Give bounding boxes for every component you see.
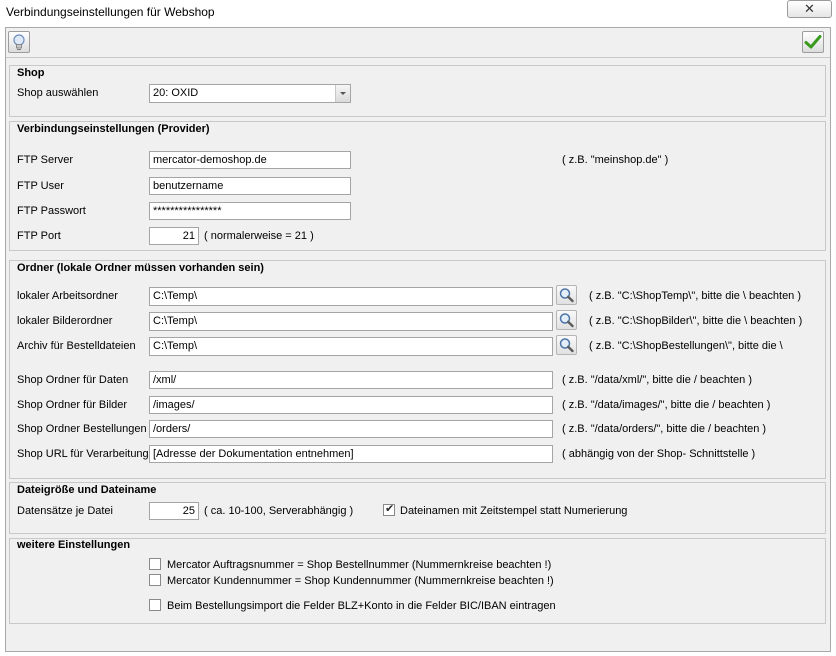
close-button[interactable] xyxy=(787,0,832,18)
archive-folder-browse-button[interactable] xyxy=(556,335,577,355)
archive-folder-input[interactable]: C:\Temp\ xyxy=(149,337,553,356)
records-input[interactable]: 25 xyxy=(149,502,199,520)
timestamp-checkbox[interactable] xyxy=(383,504,395,516)
shop-url-input[interactable]: [Adresse der Dokumentation entnehmen] xyxy=(149,445,553,463)
shop-url-label: Shop URL für Verarbeitung xyxy=(17,448,149,460)
customer-number-checkbox[interactable] xyxy=(149,574,161,586)
images-folder-input[interactable]: C:\Temp\ xyxy=(149,312,553,331)
shop-data-folder-input[interactable]: /xml/ xyxy=(149,371,553,389)
records-hint: ( ca. 10-100, Serverabhängig ) xyxy=(204,505,354,517)
shop-orders-folder-label: Shop Ordner Bestellungen xyxy=(17,423,147,435)
shop-url-hint: ( abhängig von der Shop- Schnittstelle ) xyxy=(562,448,756,460)
ftp-server-input[interactable]: mercator-demoshop.de xyxy=(149,151,351,169)
records-label: Datensätze je Datei xyxy=(17,505,113,517)
search-icon xyxy=(557,336,576,354)
ftp-user-input[interactable]: benutzername xyxy=(149,177,351,195)
shop-orders-folder-input[interactable]: /orders/ xyxy=(149,420,553,438)
order-number-label: Mercator Auftragsnummer = Shop Bestellnummer (Nummernkreise beachten !) xyxy=(167,559,552,571)
shop-images-folder-label: Shop Ordner für Bilder xyxy=(17,399,128,411)
blz-label: Beim Bestellungsimport die Felder BLZ+Konto in die Felder BIC/IBAN eintragen xyxy=(167,600,556,612)
shop-data-folder-hint: ( z.B. "/data/xml/", bitte die / beachten ) xyxy=(562,374,753,386)
lightbulb-icon xyxy=(9,32,29,52)
search-icon xyxy=(557,286,576,304)
provider-group-title: Verbindungseinstellungen (Provider) xyxy=(17,123,210,135)
ftp-server-label: FTP Server xyxy=(17,154,74,166)
customer-number-label: Mercator Kundennummer = Shop Kundennummer (Nummernkreise beachten !) xyxy=(167,575,554,587)
more-group-title: weitere Einstellungen xyxy=(17,539,131,551)
checkmark-icon xyxy=(803,32,823,52)
shop-select-value: 20: OXID xyxy=(153,87,199,99)
ftp-port-hint: ( normalerweise = 21 ) xyxy=(204,230,314,242)
close-icon: ✕ xyxy=(804,1,815,16)
shop-group-title: Shop xyxy=(17,67,45,79)
ftp-port-label: FTP Port xyxy=(17,230,61,242)
work-folder-hint: ( z.B. "C:\ShopTemp\", bitte die \ beachten ) xyxy=(589,290,802,302)
order-number-checkbox[interactable] xyxy=(149,558,161,570)
shop-group xyxy=(9,65,826,117)
timestamp-label: Dateinamen mit Zeitstempel statt Numerierung xyxy=(400,505,628,517)
shop-orders-folder-hint: ( z.B. "/data/orders/", bitte die / beachten ) xyxy=(562,423,767,435)
shop-images-folder-hint: ( z.B. "/data/images/", bitte die / beachten ) xyxy=(562,399,771,411)
folders-group-title: Ordner (lokale Ordner müssen vorhanden sein) xyxy=(17,262,264,274)
ftp-password-label: FTP Passwort xyxy=(17,205,86,217)
work-folder-browse-button[interactable] xyxy=(556,285,577,305)
chevron-down-icon[interactable] xyxy=(335,85,350,102)
check-icon: ✔ xyxy=(385,503,395,515)
hint-button[interactable] xyxy=(8,31,30,53)
blz-checkbox[interactable] xyxy=(149,599,161,611)
ftp-server-hint: ( z.B. "meinshop.de" ) xyxy=(562,154,669,166)
window-title: Verbindungseinstellungen für Webshop xyxy=(6,5,215,19)
shop-data-folder-label: Shop Ordner für Daten xyxy=(17,374,129,386)
ok-button[interactable] xyxy=(802,31,824,53)
shop-select[interactable] xyxy=(149,84,351,103)
ftp-port-input[interactable]: 21 xyxy=(149,227,199,245)
shop-select-label: Shop auswählen xyxy=(17,87,99,99)
archive-folder-label: Archiv für Bestelldateien xyxy=(17,340,136,352)
provider-group xyxy=(9,121,826,251)
search-icon xyxy=(557,311,576,329)
work-folder-label: lokaler Arbeitsordner xyxy=(17,290,118,302)
images-folder-hint: ( z.B. "C:\ShopBilder\", bitte die \ beachten ) xyxy=(589,315,803,327)
ftp-user-label: FTP User xyxy=(17,180,64,192)
shop-images-folder-input[interactable]: /images/ xyxy=(149,396,553,414)
images-folder-browse-button[interactable] xyxy=(556,310,577,330)
filesize-group-title: Dateigröße und Dateiname xyxy=(17,484,157,496)
images-folder-label: lokaler Bilderordner xyxy=(17,315,113,327)
toolbar xyxy=(6,28,830,58)
work-folder-input[interactable]: C:\Temp\ xyxy=(149,287,553,306)
archive-folder-hint: ( z.B. "C:\ShopBestellungen\", bitte die \ xyxy=(589,340,783,352)
ftp-password-input[interactable]: **************** xyxy=(149,202,351,220)
